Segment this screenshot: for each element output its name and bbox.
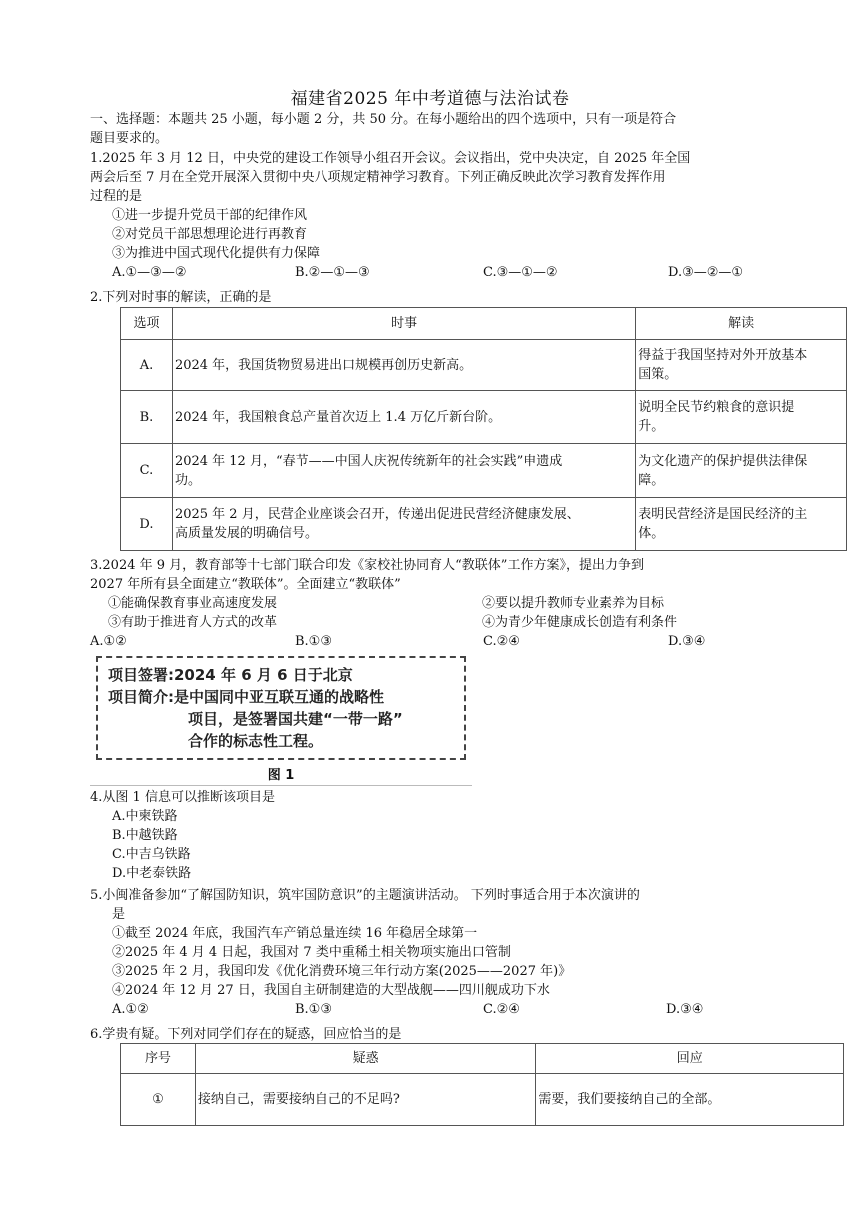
statement-item: ④为青少年健康成长创造有利条件 [482,615,678,630]
option-d[interactable]: D.③—②—① [668,265,744,280]
header-doubt: 疑惑 [195,1044,536,1074]
row-interpretation [636,498,847,551]
question-stem: 过程的是 [90,189,143,204]
row-doubt: 接纳自己，需要接纳自己的不足吗? [195,1074,536,1126]
figure-text: 2024 年 6 月 6 日于北京 [174,666,353,684]
figure-row [108,664,454,686]
figure-text: 项目，是签署国共建“一带一路” [188,710,403,728]
current-events-table [120,307,847,551]
question-1 [90,149,790,282]
question-stem: 6.学贵有疑。下列对同学们存在的疑惑，回应恰当的是 [90,1027,402,1042]
interp-text: 国策。 [638,367,678,382]
statement-item: ③为推进中国式现代化提供有力保障 [112,246,321,261]
question-stem: 两会后至 7 月在全党开展深入贯彻中央八项规定精神学习教育。下列正确反映此次学习教育发挥作用 [90,170,666,185]
option-a[interactable]: A.①② [90,634,127,649]
interp-text: 升。 [638,419,665,434]
row-interpretation [636,340,847,391]
statement-item: ①截至 2024 年底，我国汽车产销总量连续 16 年稳居全球第一 [112,926,478,941]
statement-pair [90,613,790,632]
option-b[interactable]: B.①③ [295,634,332,649]
option-a[interactable]: A.中柬铁路 [112,809,178,824]
section-line: 题目要求的。 [90,131,169,146]
interp-text: 体。 [638,526,665,541]
row-interpretation [636,444,847,498]
option-a[interactable]: A.①—③—② [112,265,187,280]
table-header-row [121,308,847,340]
question-2 [90,288,770,307]
answer-options [90,263,790,282]
table-row [121,1074,844,1126]
event-text: 2024 年 12 月，“春节——中国人庆祝传统新年的社会实践”申遗成 [174,453,563,469]
option-c[interactable]: C.②④ [483,634,520,649]
statement-item: ②对党员干部思想理论进行再教育 [112,227,308,242]
question-3 [90,556,790,651]
header-interpretation: 解读 [636,308,847,340]
table-row [121,340,847,391]
doubts-table [120,1043,844,1126]
table-row [121,444,847,498]
row-option: D. [121,498,173,551]
interp-text: 说明全民节约粮食的意识提 [638,400,795,415]
statement-item: ②要以提升教师专业素养为目标 [482,596,665,611]
question-stem: 5.小闽准备参加“了解国防知识，筑牢国防意识”的主题演讲活动。 下列时事适合用于本次演讲的 [90,888,640,903]
option-d[interactable]: D.中老泰铁路 [112,866,192,881]
row-option: A. [121,340,173,391]
statement-pair [90,594,790,613]
option-d[interactable]: D.③④ [668,634,706,649]
interp-text: 得益于我国坚持对外开放基本 [638,348,808,363]
figure-caption: 图 1 [267,768,295,783]
event-text: 2024 年，我国粮食总产量首次迈上 1.4 万亿斤新台阶。 [174,409,502,425]
figure-label: 项目简介: [108,688,174,706]
question-stem: 1.2025 年 3 月 12 日，中央党的建设工作领导小组召开会议。会议指出，党中央决定，自 2025 年全国 [90,151,691,166]
statement-item: ①进一步提升党员干部的纪律作风 [112,208,308,223]
question-stem: 是 [112,907,126,922]
statement-item: ④2024 年 12 月 27 日，我国自主研制建造的大型战舰——四川舰成功下水 [112,983,550,998]
table-header-row [121,1044,844,1074]
event-text: 功。 [174,472,201,488]
header-number: 序号 [121,1044,196,1074]
row-event [172,340,635,391]
option-b[interactable]: B.①③ [295,1002,332,1017]
row-option: B. [121,391,173,444]
section-instructions [90,110,780,148]
figure-1-box [96,656,466,760]
option-c[interactable]: C.②④ [483,1002,520,1017]
option-b[interactable]: B.②—①—③ [295,265,370,280]
statement-item: ③有助于推进育人方式的改革 [108,615,278,630]
header-event: 时事 [172,308,635,340]
row-event [172,391,635,444]
row-event [172,498,635,551]
statement-item: ③2025 年 2 月，我国印发《优化消费环境三年行动方案(2025——2027 年)》 [112,964,572,979]
option-a[interactable]: A.①② [112,1002,149,1017]
header-option: 选项 [121,308,173,340]
figure-text: 合作的标志性工程。 [188,732,324,750]
statement-item: ①能确保教育事业高速度发展 [108,596,278,611]
option-c[interactable]: C.中吉乌铁路 [112,847,191,862]
row-interpretation [636,391,847,444]
question-stem: 4.从图 1 信息可以推断该项目是 [90,790,275,805]
question-stem: 3.2024 年 9 月，教育部等十七部门联合印发《家校社协同育人“教联体”工作方案》，提出力争到 [90,558,644,573]
table-row [121,391,847,444]
row-number: ① [121,1074,196,1126]
row-event [172,444,635,498]
option-c[interactable]: C.③—①—② [483,265,558,280]
option-b[interactable]: B.中越铁路 [112,828,178,843]
question-5 [90,886,790,1019]
event-text: 2024 年，我国货物贸易进出口规模再创历史新高。 [174,357,473,373]
question-stem: 2027 年所有县全面建立“教联体”。全面建立“教联体” [90,577,401,592]
figure-text: 是中国同中亚互联互通的战略性 [174,688,385,706]
answer-options [90,1000,790,1019]
interp-text: 为文化遗产的保护提供法律保 [638,453,808,469]
question-4 [90,788,770,883]
row-option: C. [121,444,173,498]
answer-options [90,632,790,651]
event-text: 2025 年 2 月，民营企业座谈会召开，传递出促进民营经济健康发展、 [174,507,580,522]
figure-divider [90,785,472,786]
figure-row [108,686,454,708]
table-row [121,498,847,551]
statement-item: ②2025 年 4 月 4 日起，我国对 7 类中重稀土相关物项实施出口管制 [112,945,511,960]
question-6 [90,1025,770,1044]
question-stem: 2.下列对时事的解读，正确的是 [90,290,272,305]
header-reply: 回应 [536,1044,844,1074]
event-text: 高质量发展的明确信号。 [174,526,318,541]
row-reply: 需要，我们要接纳自己的全部。 [536,1074,844,1126]
figure-label: 项目签署: [108,666,174,684]
interp-text: 表明民营经济是国民经济的主 [638,507,808,522]
page-title: 福建省2025 年中考道德与法治试卷 [290,89,570,109]
interp-text: 障。 [638,472,665,488]
section-line: 一、选择题：本题共 25 小题，每小题 2 分，共 50 分。在每小题给出的四个选项中，只有一项是符合 [90,112,677,127]
option-d[interactable]: D.③④ [666,1002,704,1017]
